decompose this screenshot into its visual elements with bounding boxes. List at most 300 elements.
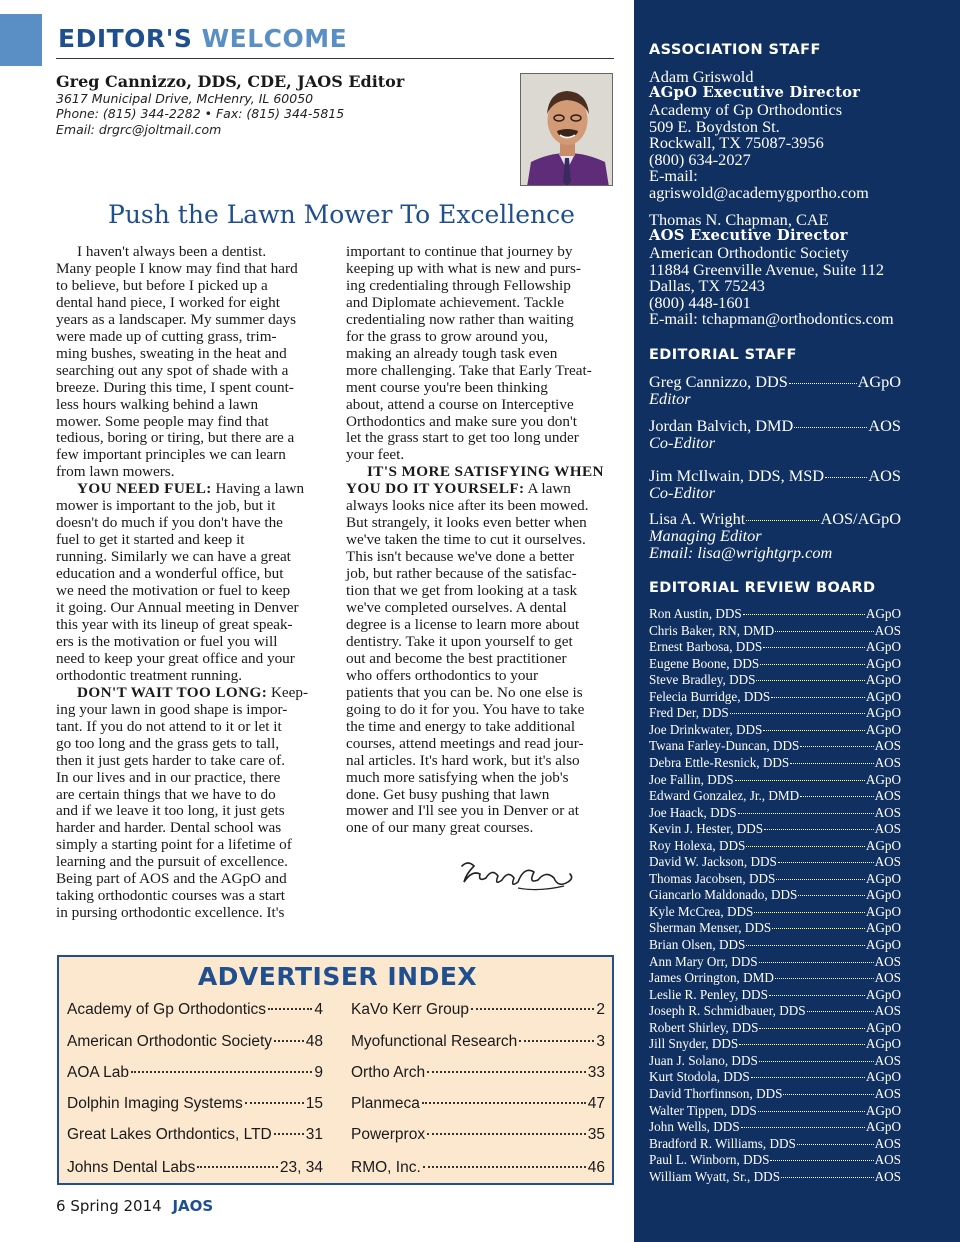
dot-leader	[754, 912, 864, 913]
article-line	[346, 803, 614, 820]
article-text: let the grass start to get too long under	[346, 429, 579, 447]
advertiser-entry	[351, 1001, 605, 1019]
reviewer-name: Kevin J. Hester, DDS	[649, 821, 764, 837]
article-line	[346, 702, 614, 719]
article-line	[56, 447, 323, 464]
dot-leader	[783, 1094, 873, 1095]
reviewer-name: Joe Haack, DDS	[649, 804, 737, 820]
editor-signature	[458, 852, 578, 900]
review-board-entry	[649, 1169, 901, 1185]
article-text: degree is a license to learn more about	[346, 615, 580, 633]
article-line	[346, 651, 614, 668]
reviewer-name: Juan J. Solano, DDS	[649, 1052, 758, 1068]
dot-leader	[807, 1011, 874, 1012]
article-line	[56, 414, 323, 431]
review-board-entry	[649, 672, 901, 688]
review-board-entry	[649, 1152, 901, 1168]
editorial-staff-heading: EDITORIAL STAFF	[649, 347, 797, 363]
article-text: ment course you're been thinking	[346, 378, 548, 396]
reviewer-org: AOS	[874, 738, 901, 754]
reviewer-org: AGpO	[865, 937, 901, 952]
review-board-entry	[649, 1003, 901, 1019]
article-text: from lawn mowers.	[56, 463, 175, 481]
article-line	[56, 753, 323, 770]
dot-leader	[519, 1040, 594, 1042]
article-text: years as a landscaper. My summer days	[56, 310, 296, 328]
article-line	[346, 498, 614, 515]
reviewer-org: AOS	[874, 622, 901, 638]
article-text: mower. Some people may find that	[56, 412, 269, 430]
article-line	[56, 668, 323, 685]
review-board-entry	[649, 1103, 901, 1119]
article-text: we need the motivation or fuel to keep	[56, 582, 291, 600]
article-line	[56, 685, 323, 702]
staff-contact-line: E-mail:	[649, 166, 698, 185]
article-subhead: IT'S MORE SATISFYING WHEN	[367, 463, 604, 481]
reviewer-name: Eugene Boone, DDS	[649, 655, 760, 671]
review-board-entry	[649, 689, 901, 705]
article-text: for the grass to grow around you,	[346, 327, 549, 345]
article-line	[56, 278, 323, 295]
dot-leader	[746, 520, 819, 521]
reviewer-name: Fred Der, DDS	[649, 705, 729, 721]
article-line	[56, 854, 323, 871]
article-line	[346, 397, 614, 414]
advertiser-name: Johns Dental Labs	[67, 1159, 196, 1176]
advertiser-entry	[351, 1064, 605, 1082]
article-line	[346, 787, 614, 804]
article-text: go too long and the grass gets to tall,	[56, 734, 280, 752]
article-text: Having a lawn	[211, 480, 305, 498]
section-title	[58, 24, 347, 53]
reviewer-org: AOS	[874, 754, 901, 770]
article-text: dental hand piece, I worked for eight	[56, 293, 280, 311]
dot-leader	[776, 879, 864, 880]
article-line	[346, 532, 614, 549]
advertiser-name: Planmeca	[351, 1095, 420, 1112]
article-line	[56, 905, 323, 922]
article-text: in pursing orthodontic excellence. It's	[56, 904, 285, 922]
reviewer-name: Thomas Jacobsen, DDS	[649, 870, 776, 886]
advertiser-name: Ortho Arch	[351, 1064, 426, 1081]
article-text: ing credentialing through Fellowship	[346, 276, 571, 294]
dot-leader	[759, 1028, 864, 1029]
article-subhead: YOU NEED FUEL:	[77, 480, 212, 498]
reviewer-name: Kurt Stodola, DDS	[649, 1069, 750, 1085]
reviewer-org: AGpO	[865, 705, 901, 721]
article-text: less hours walking behind a lawn	[56, 395, 259, 413]
article-text: Orthodontics and make sure you don't	[346, 412, 577, 430]
reviewer-name: Robert Shirley, DDS	[649, 1019, 759, 1035]
article-line	[56, 261, 323, 278]
article-line	[56, 329, 323, 346]
advertiser-entry	[67, 1126, 323, 1144]
staff-name: Lisa A. Wright	[649, 509, 746, 528]
reviewer-org: AOS	[874, 970, 901, 986]
dot-leader	[764, 829, 873, 830]
reviewer-org: AGpO	[865, 688, 901, 704]
page-number: 6	[56, 1197, 66, 1215]
dot-leader	[751, 1077, 865, 1078]
article-line	[346, 464, 614, 481]
reviewer-name: Chris Baker, RN, DMD	[649, 622, 775, 638]
dot-leader	[825, 477, 867, 478]
staff-org: AOS/AGpO	[820, 509, 901, 528]
dot-leader	[735, 780, 865, 781]
review-board-entry	[649, 904, 901, 920]
article-text: this year with its lineup of great speak-	[56, 615, 293, 633]
staff-contact-line: Rockwall, TX 75087-3956	[649, 133, 824, 152]
reviewer-name: Ann Mary Orr, DDS	[649, 953, 758, 969]
review-board-entry	[649, 639, 901, 655]
article-line	[56, 837, 323, 854]
article-text: Being part of AOS and the AGpO and	[56, 870, 287, 888]
dot-leader	[268, 1008, 312, 1010]
review-board-entry	[649, 954, 901, 970]
staff-org: AOS	[868, 466, 901, 485]
advertiser-page: 2	[596, 1001, 605, 1018]
article-text: tant. If you do not attend to it or let it	[56, 717, 282, 735]
article-text: we've completed ourselves. A dental	[346, 599, 567, 617]
staff-contact-line: American Orthodontic Society	[649, 243, 849, 262]
advertiser-index-title: ADVERTISER INDEX	[197, 962, 478, 991]
advertiser-name: Academy of Gp Orthodontics	[67, 1001, 267, 1018]
advertiser-index-box	[57, 955, 614, 1185]
dot-leader	[427, 1071, 586, 1073]
advertiser-page: 3	[596, 1033, 605, 1050]
article-text: learning and the pursuit of excellence.	[56, 853, 288, 871]
article-line	[56, 498, 323, 515]
reviewer-org: AOS	[874, 1003, 901, 1019]
staff-contact-line: AGpO Executive Director	[649, 83, 861, 101]
article-line	[346, 668, 614, 685]
dot-leader	[763, 647, 865, 648]
dot-leader	[769, 995, 865, 996]
dot-leader	[423, 1166, 586, 1168]
article-line	[346, 295, 614, 312]
article-text: going to do it for you. You have to take	[346, 700, 585, 718]
advertiser-name: Myofunctional Research	[351, 1033, 518, 1050]
advertiser-entry	[67, 1159, 323, 1177]
reviewer-org: AOS	[874, 953, 901, 969]
staff-role: Co-Editor	[649, 433, 716, 452]
dot-leader	[800, 796, 873, 797]
article-text: ming bushes, sweating in the heat and	[56, 344, 287, 362]
staff-name: Jordan Balvich, DMD	[649, 416, 794, 435]
staff-contact-line: (800) 634-2027	[649, 149, 751, 169]
reviewer-org: AOS	[874, 1135, 901, 1151]
article-text: I haven't always been a dentist.	[77, 243, 267, 260]
advertiser-page: 48	[305, 1033, 323, 1050]
dot-leader	[131, 1071, 312, 1073]
review-board-entry	[649, 920, 901, 936]
reviewer-name: Brian Olsen, DDS	[649, 937, 746, 952]
article-line	[56, 583, 323, 600]
editor-address: 3617 Municipal Drive, McHenry, IL 60050	[56, 91, 314, 106]
article-line	[56, 736, 323, 753]
article-line	[346, 719, 614, 736]
reviewer-name: Kyle McCrea, DDS	[649, 903, 754, 919]
advertiser-name: AOA Lab	[67, 1064, 130, 1081]
advertiser-entry	[67, 1095, 323, 1113]
review-board-entry	[649, 937, 901, 953]
dot-leader	[758, 1111, 865, 1112]
article-line	[56, 871, 323, 888]
review-board-entry	[649, 772, 901, 788]
staff-contact-line: Adam Griswold	[649, 67, 754, 86]
review-board-entry	[649, 623, 901, 639]
reviewer-org: AOS	[874, 1152, 901, 1168]
dot-leader	[771, 697, 865, 698]
staff-name: Greg Cannizzo, DDS	[649, 372, 788, 391]
article-line	[346, 414, 614, 431]
advertiser-entry	[351, 1159, 605, 1177]
article-line	[56, 312, 323, 329]
article-line	[56, 803, 323, 820]
article-text: orthodontic treatment running.	[56, 666, 243, 684]
dot-leader	[739, 1044, 865, 1045]
reviewer-name: Edward Gonzalez, Jr., DMD	[649, 788, 800, 804]
dot-leader	[422, 1102, 586, 1104]
article-line	[346, 447, 614, 464]
advertiser-page: 35	[587, 1126, 605, 1143]
article-text: taking orthodontic courses was a start	[56, 887, 286, 905]
reviewer-name: Debra Ettle-Resnick, DDS	[649, 754, 790, 770]
reviewer-org: AOS	[874, 788, 901, 804]
review-board-entry	[649, 656, 901, 672]
advertiser-page: 33	[587, 1064, 605, 1081]
article-text: to believe, but before I picked up a	[56, 276, 268, 294]
review-board-entry	[649, 1036, 901, 1052]
article-line	[56, 651, 323, 668]
dot-leader	[738, 813, 874, 814]
article-text: were made up of cutting grass, trim-	[56, 327, 277, 345]
advertiser-page: 9	[314, 1064, 323, 1081]
staff-sidebar	[634, 0, 960, 1242]
article-column-1	[56, 244, 323, 922]
advertiser-name: KaVo Kerr Group	[351, 1001, 470, 1018]
advertiser-entry	[351, 1126, 605, 1144]
reviewer-org: AGpO	[865, 639, 901, 655]
reviewer-name: John Wells, DDS	[649, 1119, 740, 1135]
article-text: In our lives and in our practice, there	[56, 768, 281, 786]
article-text: keeping up with what is new and purs-	[346, 259, 581, 277]
article-line	[346, 634, 614, 651]
advertiser-entry	[67, 1001, 323, 1019]
article-line	[346, 261, 614, 278]
review-board-entry	[649, 1119, 901, 1135]
article-line	[346, 329, 614, 346]
article-line	[56, 430, 323, 447]
review-board-entry	[649, 854, 901, 870]
dot-leader	[741, 1127, 865, 1128]
article-text: breeze. During this time, I spent count-	[56, 378, 294, 396]
article-line	[56, 380, 323, 397]
article-text: one of our many great courses.	[346, 819, 534, 837]
dot-leader	[746, 945, 864, 946]
advertiser-entry	[351, 1033, 605, 1051]
article-line	[346, 583, 614, 600]
review-board-entry	[649, 738, 901, 754]
dot-leader	[760, 664, 865, 665]
reviewer-org: AGpO	[865, 606, 901, 621]
article-line	[56, 295, 323, 312]
article-text: done. Get busy pushing that lawn	[346, 785, 550, 803]
review-board-entry	[649, 1053, 901, 1069]
article-text: A lawn	[524, 480, 571, 498]
article-text: out and become the best practitioner	[346, 649, 567, 667]
reviewer-name: Bradford R. Williams, DDS	[649, 1135, 796, 1151]
dot-leader	[797, 1144, 874, 1145]
article-subhead: DON'T WAIT TOO LONG:	[77, 683, 268, 701]
reviewer-org: AGpO	[865, 655, 901, 671]
reviewer-name: Joe Drinkwater, DDS	[649, 721, 763, 737]
association-staff-heading: ASSOCIATION STAFF	[649, 42, 821, 58]
article-line	[56, 820, 323, 837]
reviewer-org: AGpO	[865, 1119, 901, 1135]
article-text: much more satisfying when the job's	[346, 768, 569, 786]
reviewer-org: AGpO	[865, 920, 901, 936]
article-text: your feet.	[346, 446, 405, 464]
article-line	[346, 566, 614, 583]
reviewer-org: AGpO	[865, 721, 901, 737]
editor-portrait-graphic	[521, 74, 613, 186]
advertiser-name: Dolphin Imaging Systems	[67, 1095, 243, 1112]
dot-leader	[763, 730, 864, 731]
review-board-entry	[649, 838, 901, 854]
editor-name: Greg Cannizzo, DDS, CDE, JAOS Editor	[56, 72, 405, 91]
article-line	[346, 244, 614, 261]
advertiser-entry	[67, 1033, 323, 1051]
dot-leader	[794, 427, 867, 428]
dot-leader	[471, 1008, 594, 1010]
review-board-entry	[649, 871, 901, 887]
reviewer-org: AGpO	[865, 1036, 901, 1052]
reviewer-name: Walter Tippen, DDS	[649, 1102, 757, 1118]
article-text: mower is important to the job, but it	[56, 497, 276, 515]
article-line	[56, 549, 323, 566]
article-text: running. Similarly we can have a great	[56, 548, 291, 566]
article-text: Many people I know may find that hard	[56, 259, 298, 277]
review-board-entry	[649, 722, 901, 738]
article-line	[346, 770, 614, 787]
reviewer-org: AGpO	[865, 1069, 901, 1085]
review-board-entry	[649, 606, 901, 622]
article-line	[346, 820, 614, 837]
article-text: tion that we get from looking at a task	[346, 582, 578, 600]
advertiser-page: 31	[305, 1126, 323, 1143]
article-text: few important principles we can learn	[56, 446, 286, 464]
article-text: who offers orthodontics to your	[346, 666, 539, 684]
article-text: more challenging. Take that Early Treat-	[346, 361, 592, 379]
article-line	[346, 278, 614, 295]
advertiser-name: Powerprox	[351, 1126, 426, 1143]
dot-leader	[775, 631, 873, 632]
staff-contact-line: Dallas, TX 75243	[649, 276, 765, 295]
reviewer-org: AGpO	[865, 870, 901, 886]
article-text: nal articles. It's hard work, but it's also	[346, 751, 580, 769]
staff-email: Email: lisa@wrightgrp.com	[649, 543, 833, 562]
article-line	[346, 380, 614, 397]
reviewer-name: Felecia Burridge, DDS	[649, 688, 771, 704]
advertiser-entry	[67, 1064, 323, 1082]
review-board-entry	[649, 970, 901, 986]
editor-photo	[520, 73, 613, 186]
review-board-entry	[649, 1069, 901, 1085]
dot-leader	[274, 1040, 304, 1042]
article-line	[346, 753, 614, 770]
reviewer-name: Paul L. Winborn, DDS	[649, 1152, 770, 1168]
advertiser-entry	[351, 1095, 605, 1113]
article-line	[346, 617, 614, 634]
article-text: This isn't because we've done a better	[346, 548, 575, 566]
article-line	[56, 515, 323, 532]
article-line	[346, 430, 614, 447]
staff-name: Jim McIlwain, DDS, MSD	[649, 466, 825, 485]
reviewer-name: David W. Jackson, DDS	[649, 854, 777, 870]
reviewer-org: AGpO	[865, 837, 901, 853]
reviewer-org: AGpO	[865, 672, 901, 688]
review-board-entry	[649, 821, 901, 837]
article-text: simply a starting point for a lifetime of	[56, 836, 292, 854]
article-line	[56, 770, 323, 787]
reviewer-org: AGpO	[865, 1019, 901, 1035]
article-line	[56, 719, 323, 736]
article-text: we've taken the time to cut it ourselves.	[346, 531, 586, 549]
article-text: and Diplomate achievement. Tackle	[346, 293, 564, 311]
reviewer-org: AGpO	[865, 771, 901, 787]
review-board-entry	[649, 987, 901, 1003]
article-line	[346, 600, 614, 617]
article-line	[56, 244, 323, 261]
reviewer-org: AGpO	[865, 887, 901, 903]
reviewer-org: AGpO	[865, 986, 901, 1002]
reviewer-org: AGpO	[865, 903, 901, 919]
reviewer-name: Leslie R. Penley, DDS	[649, 986, 768, 1002]
article-text: patients that you can be. No one else is	[346, 683, 583, 701]
reviewer-name: James Orrington, DMD	[649, 970, 774, 986]
staff-contact-line: Thomas N. Chapman, CAE	[649, 210, 829, 229]
dot-leader	[790, 763, 873, 764]
reviewer-org: AOS	[874, 1052, 901, 1068]
article-line	[56, 464, 323, 481]
dot-leader	[778, 862, 874, 863]
article-line	[56, 397, 323, 414]
reviewer-org: AGpO	[865, 1102, 901, 1118]
article-text: fuel to get it started and keep it	[56, 531, 245, 549]
staff-contact-line: Academy of Gp Orthodontics	[649, 100, 843, 119]
review-board-entry	[649, 1136, 901, 1152]
reviewer-name: Sherman Menser, DDS	[649, 920, 772, 936]
dot-leader	[730, 713, 865, 714]
reviewer-org: AOS	[874, 854, 901, 870]
reviewer-org: AOS	[874, 1168, 901, 1184]
article-line	[346, 312, 614, 329]
page-footer	[56, 1197, 213, 1215]
article-text: harder and harder. Dental school was	[56, 819, 282, 837]
advertiser-name: RMO, Inc.	[351, 1159, 421, 1176]
article-text: then it just gets harder to take care of.	[56, 751, 285, 769]
dot-leader	[274, 1133, 304, 1135]
journal-name: JAOS	[172, 1197, 214, 1215]
reviewer-name: Roy Holexa, DDS	[649, 837, 746, 853]
article-text: credentialing now rather than waiting	[346, 310, 574, 328]
reviewer-name: William Wyatt, Sr., DDS	[649, 1168, 781, 1184]
editorial-review-board-heading: EDITORIAL REVIEW BOARD	[649, 580, 876, 596]
review-board-entry	[649, 1020, 901, 1036]
section-title-part2: WELCOME	[201, 24, 348, 53]
advertiser-name: Great Lakes Orthdontics, LTD	[67, 1126, 272, 1143]
